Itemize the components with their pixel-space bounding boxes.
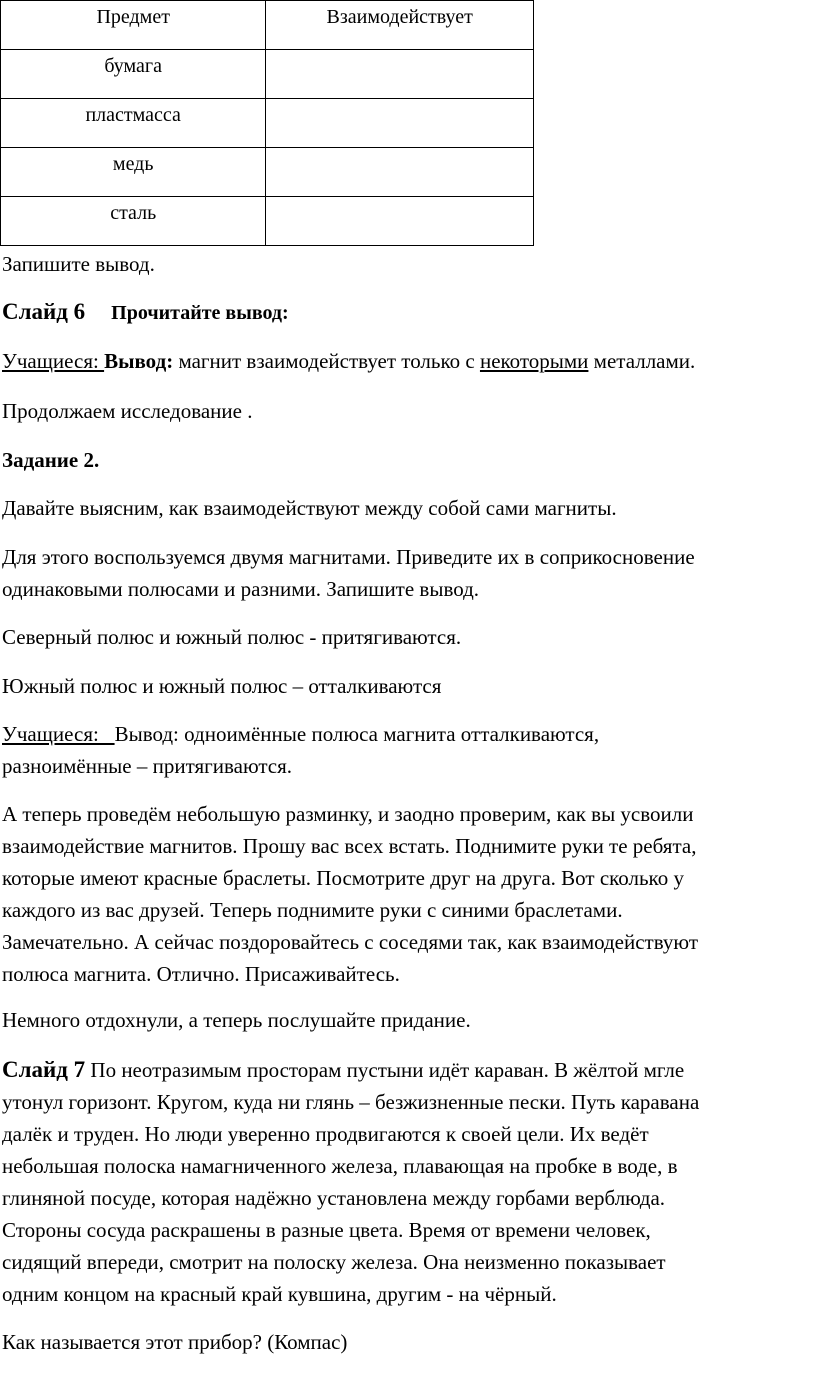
conclusion-text: Вывод: одноимённые полюса магнита отталкиваются,: [114, 722, 600, 746]
table-header-row: [1, 1, 534, 50]
story-line: далёк и труден. Но люди уверенно продвигаются к своей цели. Их ведёт: [2, 1122, 649, 1146]
table-header: Взаимодействует: [266, 1, 534, 50]
table-cell: [266, 99, 534, 148]
task-heading: Задание 2.: [2, 448, 100, 472]
conclusion-text-end: металлами.: [588, 349, 696, 373]
paragraph-line: разноимённые – притягиваются.: [2, 754, 293, 778]
role-label: Учащиеся:: [2, 349, 105, 373]
table-cell: пластмасса: [1, 99, 266, 148]
students-conclusion: [2, 345, 695, 377]
conclusion-text: магнит взаимодействует только с: [173, 349, 480, 373]
table-cell: [266, 197, 534, 246]
paragraph-line: одинаковыми полюсами и разними. Запишите вывод.: [2, 577, 480, 601]
paragraph-line: каждого из вас друзей. Теперь поднимите руки с синими браслетами.: [2, 898, 623, 922]
table-row: [1, 50, 534, 99]
conclusion-label: Вывод:: [104, 349, 174, 373]
paragraph-line: А теперь проведём небольшую разминку, и заодно проверим, как вы усвоили: [2, 802, 694, 826]
slide6-heading: [2, 296, 289, 329]
paragraph: Немного отдохнули, а теперь послушайте придание.: [2, 1008, 471, 1032]
table-cell: бумага: [1, 50, 266, 99]
slide7-first-line: [2, 1054, 684, 1086]
paragraph-line: Замечательно. А сейчас поздоровайтесь с соседями так, как взаимодействуют: [2, 930, 699, 954]
slide-label: Слайд 6: [2, 299, 86, 324]
story-line: утонул горизонт. Кругом, куда ни глянь – безжизненные пески. Путь каравана: [2, 1090, 700, 1114]
table-cell: [266, 148, 534, 197]
table-cell: [266, 50, 534, 99]
paragraph-line: полюса магнита. Отлично. Присаживайтесь.: [2, 962, 400, 986]
story-line: небольшая полоска намагниченного железа, плавающая на пробке в воде, в: [2, 1154, 678, 1178]
students-conclusion-2: [2, 718, 599, 750]
paragraph: Южный полюс и южный полюс – отталкиваются: [2, 674, 442, 698]
table-row: [1, 99, 534, 148]
paragraph: Продолжаем исследование .: [2, 399, 253, 423]
question-text: Как называется этот прибор? (Компас): [2, 1330, 348, 1354]
instruction-text: Запишите вывод.: [2, 252, 155, 276]
table-cell: сталь: [1, 197, 266, 246]
table-header: Предмет: [1, 1, 266, 50]
underlined-word: некоторыми: [479, 349, 589, 373]
story-text: По неотразимым просторам пустыни идёт караван. В жёлтой мгле: [85, 1058, 685, 1082]
paragraph-line: которые имеют красные браслеты. Посмотрите друг на друга. Вот сколько у: [2, 866, 684, 890]
slide-label: Слайд 7: [2, 1057, 86, 1082]
paragraph: Давайте выясним, как взаимодействуют между собой сами магниты.: [2, 496, 617, 520]
story-line: глиняной посуде, которая надёжно установлена между горбами верблюда.: [2, 1186, 666, 1210]
paragraph-line: Для этого воспользуемся двумя магнитами. Приведите их в соприкосновение: [2, 545, 695, 569]
table-cell: медь: [1, 148, 266, 197]
story-line: Стороны сосуда раскрашены в разные цвета. Время от времени человек,: [2, 1218, 651, 1242]
paragraph-line: взаимодействие магнитов. Прошу вас всех встать. Поднимите руки те ребята,: [2, 834, 697, 858]
materials-table: [0, 0, 534, 246]
table-row: [1, 197, 534, 246]
table-row: [1, 148, 534, 197]
story-line: сидящий впереди, смотрит на полоску железа. Она неизменно показывает: [2, 1250, 666, 1274]
paragraph: Северный полюс и южный полюс - притягиваются.: [2, 625, 462, 649]
slide-instruction: Прочитайте вывод:: [111, 302, 289, 324]
story-line: одним концом на красный край кувшина, другим - на чёрный.: [2, 1282, 557, 1306]
role-label: Учащиеся:: [2, 722, 115, 746]
